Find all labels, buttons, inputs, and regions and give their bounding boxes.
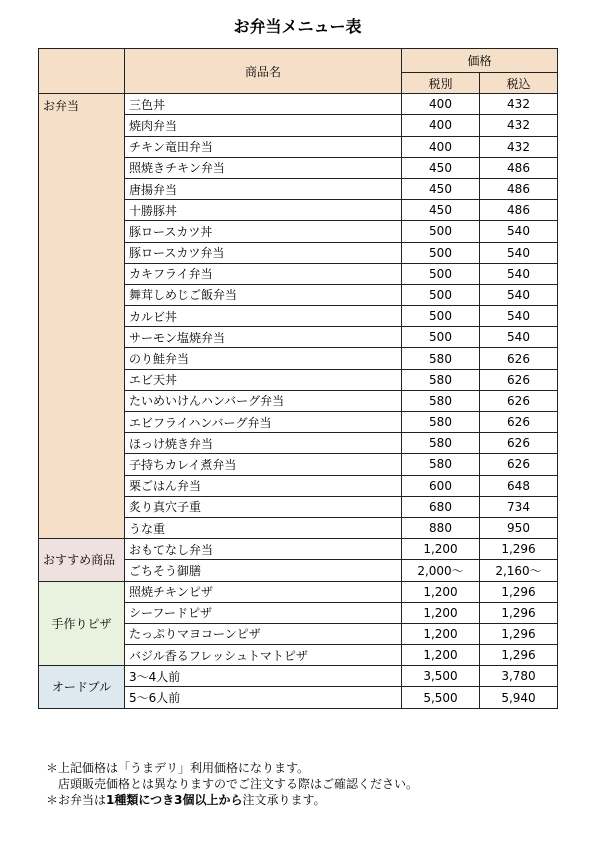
- item-name: 豚ロースカツ丼: [125, 221, 402, 242]
- price-excluded: 400: [402, 94, 480, 115]
- item-name: カキフライ弁当: [125, 263, 402, 284]
- price-included: 486: [480, 200, 558, 221]
- price-included: 3,780: [480, 666, 558, 687]
- price-included: 486: [480, 178, 558, 199]
- category-cell: オードブル: [39, 666, 125, 708]
- price-included: 626: [480, 390, 558, 411]
- item-name: 子持ちカレイ煮弁当: [125, 454, 402, 475]
- price-excluded: 500: [402, 263, 480, 284]
- price-included: 1,296: [480, 602, 558, 623]
- price-excluded: 3,500: [402, 666, 480, 687]
- item-name: 豚ロースカツ弁当: [125, 242, 402, 263]
- item-name: サーモン塩焼弁当: [125, 327, 402, 348]
- price-included: 2,160〜: [480, 560, 558, 581]
- price-included: 486: [480, 157, 558, 178]
- item-name: 照焼きチキン弁当: [125, 157, 402, 178]
- item-name: エビフライハンバーグ弁当: [125, 412, 402, 433]
- price-included: 5,940: [480, 687, 558, 708]
- price-included: 1,296: [480, 623, 558, 644]
- price-header: 価格: [402, 49, 558, 73]
- price-included: 626: [480, 454, 558, 475]
- item-name: たっぷりマヨコーンピザ: [125, 623, 402, 644]
- price-excluded: 400: [402, 115, 480, 136]
- notes: [46, 760, 418, 808]
- product-name-header: 商品名: [125, 49, 402, 94]
- price-included: 1,296: [480, 539, 558, 560]
- menu-table: [38, 48, 558, 709]
- price-excluded: 1,200: [402, 602, 480, 623]
- category-header: [39, 49, 125, 94]
- item-name: 栗ごはん弁当: [125, 475, 402, 496]
- menu-row: [39, 666, 558, 687]
- price-included: 432: [480, 94, 558, 115]
- item-name: うな重: [125, 517, 402, 538]
- price-excluded: 450: [402, 178, 480, 199]
- price-excluded: 580: [402, 369, 480, 390]
- price-included: 540: [480, 327, 558, 348]
- item-name: 十勝豚丼: [125, 200, 402, 221]
- tax-included-header: 税込: [480, 73, 558, 94]
- item-name: カルビ丼: [125, 306, 402, 327]
- item-name: チキン竜田弁当: [125, 136, 402, 157]
- tax-excluded-header: 税別: [402, 73, 480, 94]
- note-price-info: ＊上記価格は「うまデリ」利用価格になります。: [46, 761, 310, 775]
- price-included: 626: [480, 369, 558, 390]
- menu-row: [39, 581, 558, 602]
- price-excluded: 580: [402, 454, 480, 475]
- item-name: 5〜6人前: [125, 687, 402, 708]
- price-excluded: 500: [402, 327, 480, 348]
- price-included: 626: [480, 348, 558, 369]
- price-excluded: 500: [402, 284, 480, 305]
- price-excluded: 5,500: [402, 687, 480, 708]
- item-name: 3〜4人前: [125, 666, 402, 687]
- item-name: シーフードピザ: [125, 602, 402, 623]
- price-included: 540: [480, 284, 558, 305]
- price-excluded: 1,200: [402, 623, 480, 644]
- menu-row: [39, 539, 558, 560]
- menu-row: [39, 94, 558, 115]
- price-excluded: 580: [402, 412, 480, 433]
- category-cell: お弁当: [39, 94, 125, 539]
- price-excluded: 500: [402, 221, 480, 242]
- price-excluded: 500: [402, 242, 480, 263]
- price-included: 540: [480, 221, 558, 242]
- price-included: 648: [480, 475, 558, 496]
- price-included: 540: [480, 263, 558, 284]
- item-name: たいめいけんハンバーグ弁当: [125, 390, 402, 411]
- price-included: 1,296: [480, 645, 558, 666]
- item-name: バジル香るフレッシュトマトピザ: [125, 645, 402, 666]
- price-excluded: 580: [402, 433, 480, 454]
- price-excluded: 680: [402, 496, 480, 517]
- item-name: 炙り真穴子重: [125, 496, 402, 517]
- price-excluded: 1,200: [402, 581, 480, 602]
- item-name: 唐揚弁当: [125, 178, 402, 199]
- price-excluded: 500: [402, 306, 480, 327]
- price-included: 626: [480, 433, 558, 454]
- item-name: ほっけ焼き弁当: [125, 433, 402, 454]
- category-cell: おすすめ商品: [39, 539, 125, 581]
- price-excluded: 1,200: [402, 539, 480, 560]
- price-excluded: 600: [402, 475, 480, 496]
- price-excluded: 450: [402, 157, 480, 178]
- item-name: おもてなし弁当: [125, 539, 402, 560]
- item-name: エビ天丼: [125, 369, 402, 390]
- price-excluded: 880: [402, 517, 480, 538]
- price-included: 734: [480, 496, 558, 517]
- note-store-price: 店頭販売価格とは異なりますのでご注文する際はご確認ください。: [58, 777, 419, 791]
- price-included: 626: [480, 412, 558, 433]
- price-included: 432: [480, 136, 558, 157]
- price-included: 950: [480, 517, 558, 538]
- price-included: 540: [480, 306, 558, 327]
- price-excluded: 580: [402, 348, 480, 369]
- menu-body: [39, 94, 558, 708]
- page-title: お弁当メニュー表: [233, 17, 362, 36]
- price-excluded: 580: [402, 390, 480, 411]
- price-excluded: 1,200: [402, 645, 480, 666]
- price-excluded: 450: [402, 200, 480, 221]
- note-minimum-quantity: 1種類につき3個以上から: [106, 793, 243, 807]
- item-name: 舞茸しめじご飯弁当: [125, 284, 402, 305]
- item-name: 三色丼: [125, 94, 402, 115]
- price-included: 540: [480, 242, 558, 263]
- price-included: 1,296: [480, 581, 558, 602]
- price-excluded: 400: [402, 136, 480, 157]
- item-name: 照焼チキンピザ: [125, 581, 402, 602]
- category-cell: 手作りピザ: [39, 581, 125, 666]
- item-name: 焼肉弁当: [125, 115, 402, 136]
- price-excluded: 2,000〜: [402, 560, 480, 581]
- item-name: のり鮭弁当: [125, 348, 402, 369]
- note-minimum-order: ＊お弁当は1種類につき3個以上から注文承ります。: [46, 793, 326, 807]
- price-included: 432: [480, 115, 558, 136]
- item-name: ごちそう御膳: [125, 560, 402, 581]
